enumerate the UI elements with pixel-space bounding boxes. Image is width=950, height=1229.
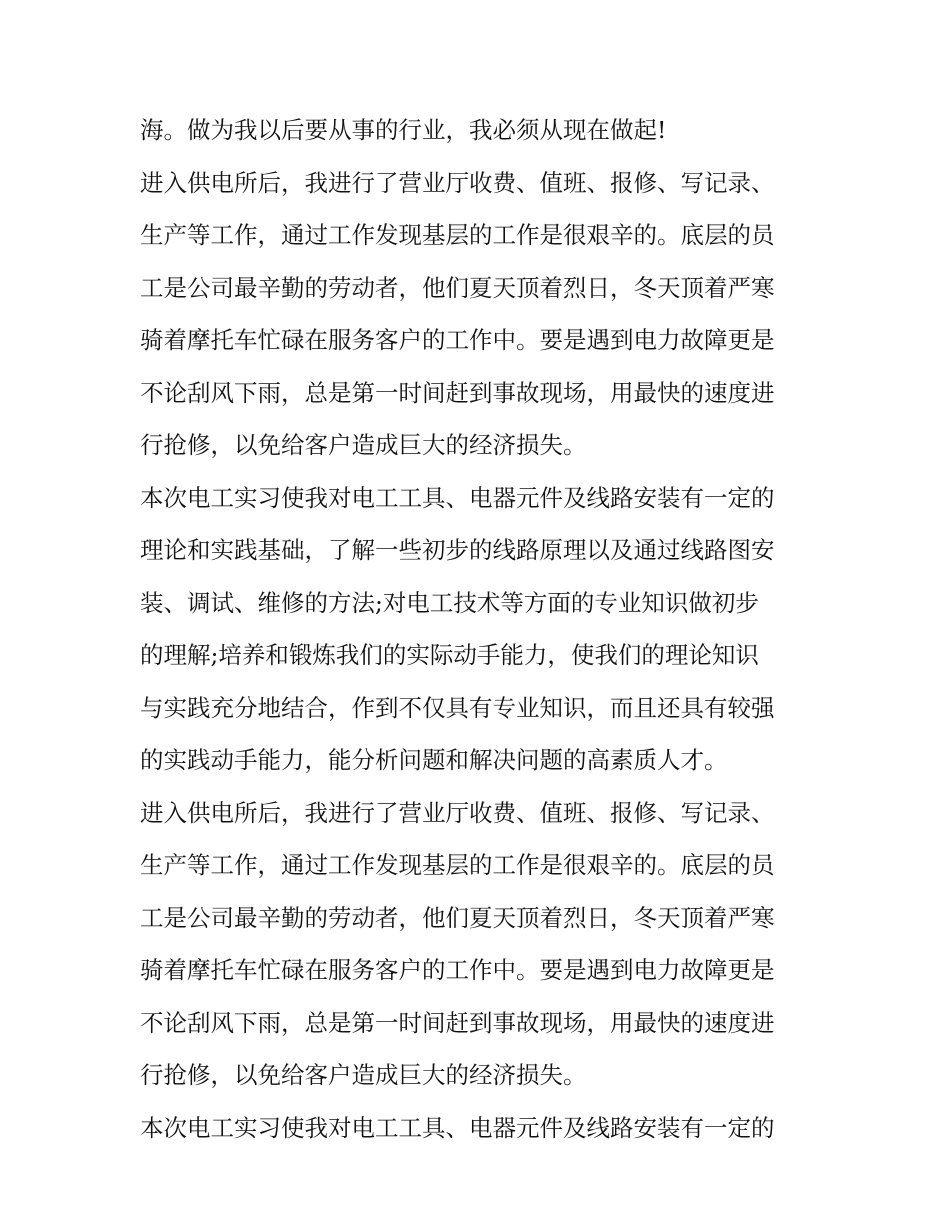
text-line: 工是公司最辛勤的劳动者，他们夏天顶着烈日，冬天顶着严寒 <box>140 273 775 302</box>
text-line: 工是公司最辛勤的劳动者，他们夏天顶着烈日，冬天顶着严寒 <box>140 903 775 932</box>
text-line: 不论刮风下雨，总是第一时间赶到事故现场，用最快的速度进 <box>140 1008 775 1037</box>
text-line: 本次电工实习使我对电工工具、电器元件及线路安装有一定的 <box>140 1113 775 1142</box>
document-body <box>140 104 812 1154</box>
text-line: 装、调试、维修的方法;对电工技术等方面的专业知识做初步 <box>140 588 759 617</box>
text-line: 骑着摩托车忙碌在服务客户的工作中。要是遇到电力故障更是 <box>140 956 775 984</box>
text-line: 进入供电所后，我进行了营业厅收费、值班、报修、写记录、 <box>140 798 775 827</box>
text-line: 海。做为我以后要从事的行业，我必须从现在做起! <box>140 116 667 144</box>
text-line: 与实践充分地结合，作到不仅具有专业知识，而且还具有较强 <box>140 693 775 722</box>
text-line: 的实践动手能力，能分析问题和解决问题的高素质人才。 <box>140 746 728 774</box>
text-line: 行抢修，以免给客户造成巨大的经济损失。 <box>140 431 587 459</box>
text-line: 生产等工作，通过工作发现基层的工作是很艰辛的。底层的员 <box>140 221 775 249</box>
text-line: 生产等工作，通过工作发现基层的工作是很艰辛的。底层的员 <box>140 851 775 879</box>
text-line: 行抢修，以免给客户造成巨大的经济损失。 <box>140 1061 587 1089</box>
text-line: 理论和实践基础，了解一些初步的线路原理以及通过线路图安 <box>140 536 775 564</box>
text-line: 骑着摩托车忙碌在服务客户的工作中。要是遇到电力故障更是 <box>140 326 775 354</box>
text-line: 进入供电所后，我进行了营业厅收费、值班、报修、写记录、 <box>140 168 775 197</box>
text-line: 不论刮风下雨，总是第一时间赶到事故现场，用最快的速度进 <box>140 378 775 407</box>
text-line: 本次电工实习使我对电工工具、电器元件及线路安装有一定的 <box>140 483 775 512</box>
text-line: 的理解;培养和锻炼我们的实际动手能力，使我们的理论知识 <box>140 641 759 669</box>
